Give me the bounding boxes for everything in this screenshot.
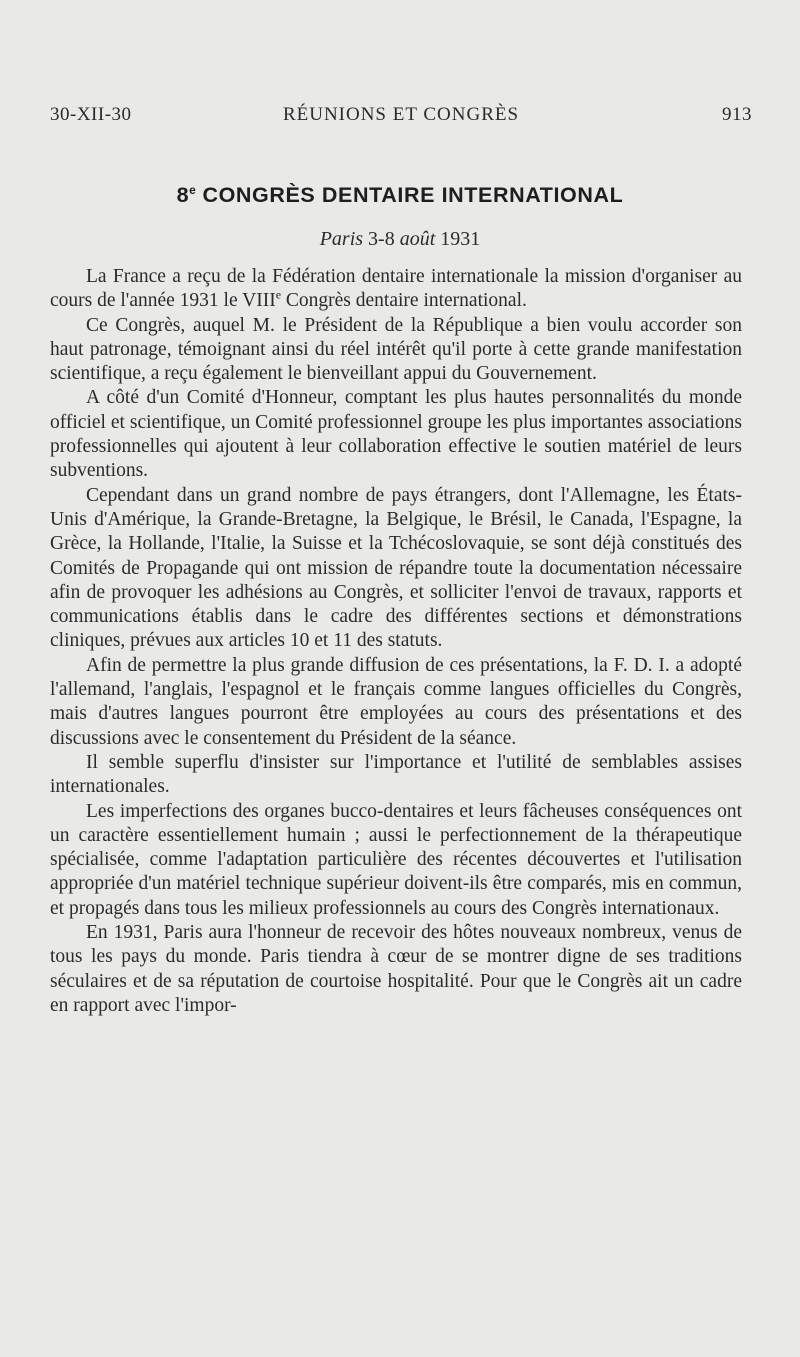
title-ordinal: 8 — [176, 183, 190, 207]
subtitle-dates: 3-8 — [368, 228, 395, 250]
header-date: 30-XII-30 — [50, 104, 132, 125]
paragraph-text: La France a reçu de la Fédération dentaire internationale la mission d'organiser au cours de l'année 1931 le VIII — [50, 266, 742, 312]
article-title — [0, 183, 800, 208]
article-body — [50, 265, 742, 1018]
paragraph: Afin de permettre la plus grande diffusion de ces présentations, la F. D. I. a adopté l'allemand, l'anglais, l'espagnol et le français comme langues officielles du Congrès, mais d'autres langues pourront être employées au cours des présentations et des discussions avec le consentement du Président de la séance. — [50, 654, 742, 749]
paragraph: A côté d'un Comité d'Honneur, comptant les plus hautes personnalités du monde officiel et scientifique, un Comité professionnel groupe les plus importantes associations professionnelles qui ajoutent à leur collaboration effective le soutien matériel de leurs subventions. — [50, 387, 742, 482]
subtitle-month: août — [399, 228, 436, 250]
page-number: 913 — [722, 104, 752, 125]
article-subtitle — [0, 228, 800, 251]
subtitle-year: 1931 — [440, 228, 481, 250]
paragraph: Ce Congrès, auquel M. le Président de la République a bien voulu accorder son haut patronage, témoignant ainsi du réel intérêt qu'il porte à cette grande manifestation scientifique, a reçu également le bienveillant appui du Gouvernement. — [50, 314, 742, 385]
header-section: RÉUNIONS ET CONGRÈS — [282, 104, 520, 125]
paragraph — [50, 265, 742, 314]
title-text: CONGRÈS DENTAIRE INTERNATIONAL — [202, 183, 624, 207]
paragraph: En 1931, Paris aura l'honneur de recevoir des hôtes nouveaux nombreux, venus de tous les pays du monde. Paris tiendra à cœur de se montrer digne de ses traditions séculaires et de sa réputation de courtoise hospitalité. Pour que le Congrès ait un cadre en rapport avec l'impor- — [50, 922, 742, 1016]
paragraph: Il semble superflu d'insister sur l'importance et l'utilité de semblables assises internationales. — [50, 751, 742, 798]
paragraph: Les imperfections des organes bucco-dentaires et leurs fâcheuses conséquences ont un caractère essentiellement humain ; aussi le perfectionnement de la thérapeutique spécialisée, comme l'adaptation particulière des récentes découvertes et l'utilisation appropriée d'un matériel technique supérieur doivent-ils être comparés, mis en commun, et propagés dans tous les milieux professionnels au cours des Congrès internationaux. — [50, 800, 742, 919]
paragraph: Cependant dans un grand nombre de pays étrangers, dont l'Allemagne, les États-Unis d'Amérique, la Grande-Bretagne, la Belgique, le Brésil, le Canada, l'Espagne, la Grèce, la Hollande, l'Italie, la Suisse et la Tchécoslovaquie, se sont déjà constitués des Comités de Propagande qui ont mission de répandre toute la documentation nécessaire afin de provoquer les adhésions au Congrès, et solliciter l'envoi de travaux, rapports et communications établis dans le cadre des différentes sections et démonstrations cliniques, prévues aux articles 10 et 11 des statuts. — [50, 484, 742, 652]
subtitle-place: Paris — [319, 228, 364, 250]
paragraph-text: Congrès dentaire international. — [281, 290, 527, 312]
superscript: e — [275, 287, 282, 302]
running-head — [50, 104, 752, 130]
title-ordinal-suffix: e — [189, 183, 196, 197]
